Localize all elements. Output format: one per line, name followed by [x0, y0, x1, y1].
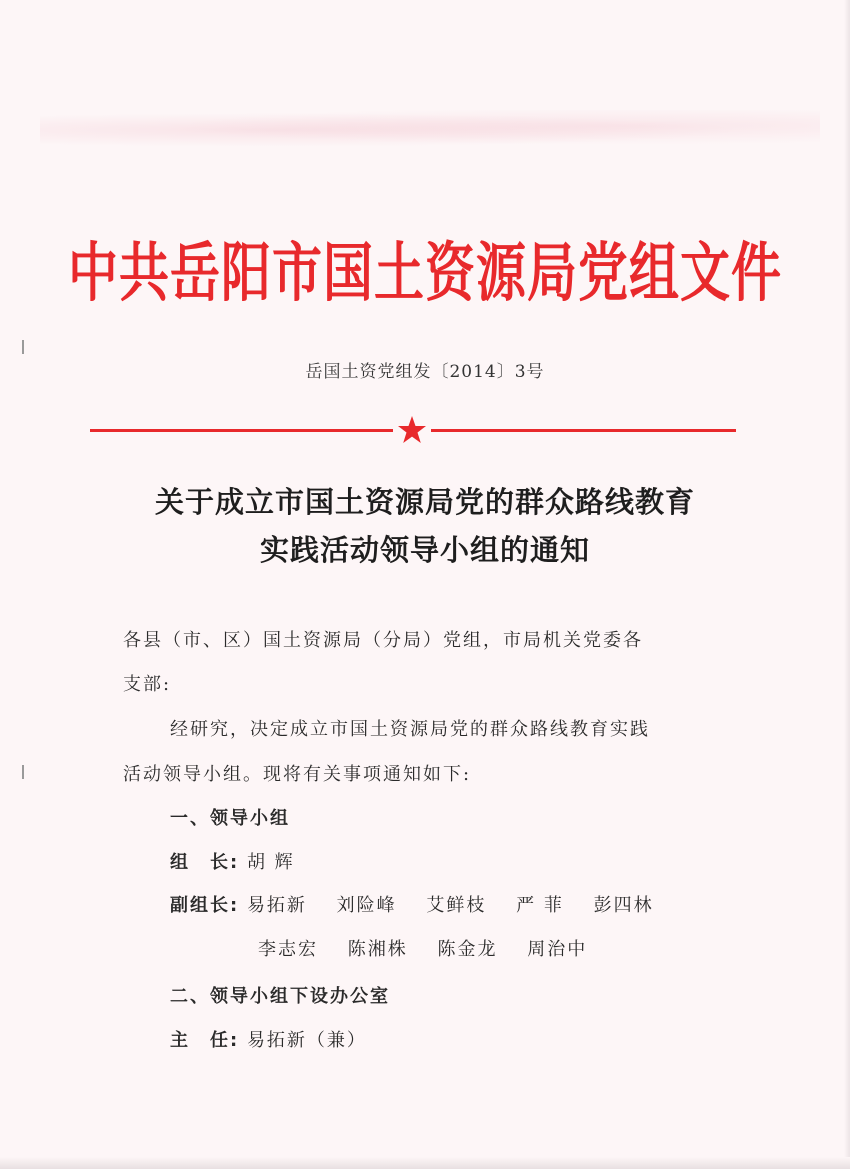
deputy-name: 艾鲜枝 [426, 895, 487, 916]
section2-heading: 二、领导小组下设办公室 [170, 986, 390, 1007]
deputy-name: 周治中 [527, 939, 588, 960]
deputy-name: 易拓新 [246, 895, 307, 916]
intro-line2: 活动领导小组。现将有关事项通知如下: [123, 764, 472, 785]
deputy-row1 [170, 891, 654, 917]
deputy-name: 陈湘株 [347, 939, 408, 960]
margin-mark [22, 340, 24, 354]
leader-name: 胡 辉 [246, 852, 295, 873]
red-divider-left [90, 429, 393, 432]
deputy-row2 [258, 935, 587, 961]
document-number: 岳国土资党组发〔2014〕3号 [305, 362, 545, 382]
deputy-label: 副组长: [170, 895, 240, 916]
margin-mark [22, 765, 24, 779]
scan-edge-right [844, 0, 850, 1169]
recipients-line2: 支部: [123, 674, 172, 695]
deputy-name: 陈金龙 [437, 939, 498, 960]
director-row [170, 1026, 367, 1052]
deputy-name: 严 菲 [516, 895, 564, 916]
director-name: 易拓新（兼） [246, 1030, 367, 1051]
director-label: 主 任: [170, 1030, 240, 1051]
scan-edge-bottom [0, 1157, 850, 1169]
intro-line1: 经研究，决定成立市国土资源局党的群众路线教育实践 [170, 719, 650, 740]
deputy-name: 刘险峰 [336, 895, 397, 916]
leader-label: 组 长: [170, 852, 240, 873]
recipients-line1: 各县（市、区）国土资源局（分局）党组，市局机关党委各 [123, 630, 643, 651]
document-title-line1: 关于成立市国土资源局党的群众路线教育 [154, 485, 695, 519]
deputy-name: 李志宏 [258, 939, 318, 960]
red-divider-right [431, 429, 736, 432]
section1-heading: 一、领导小组 [170, 808, 290, 829]
star-icon [396, 414, 428, 446]
document-title-line2: 实践活动领导小组的通知 [259, 533, 590, 567]
issuer-header: 中共岳阳市国土资源局党组文件 [68, 236, 782, 311]
leader-row [170, 848, 295, 874]
ink-bleed-texture [40, 110, 820, 150]
deputy-name: 彭四林 [593, 895, 654, 916]
